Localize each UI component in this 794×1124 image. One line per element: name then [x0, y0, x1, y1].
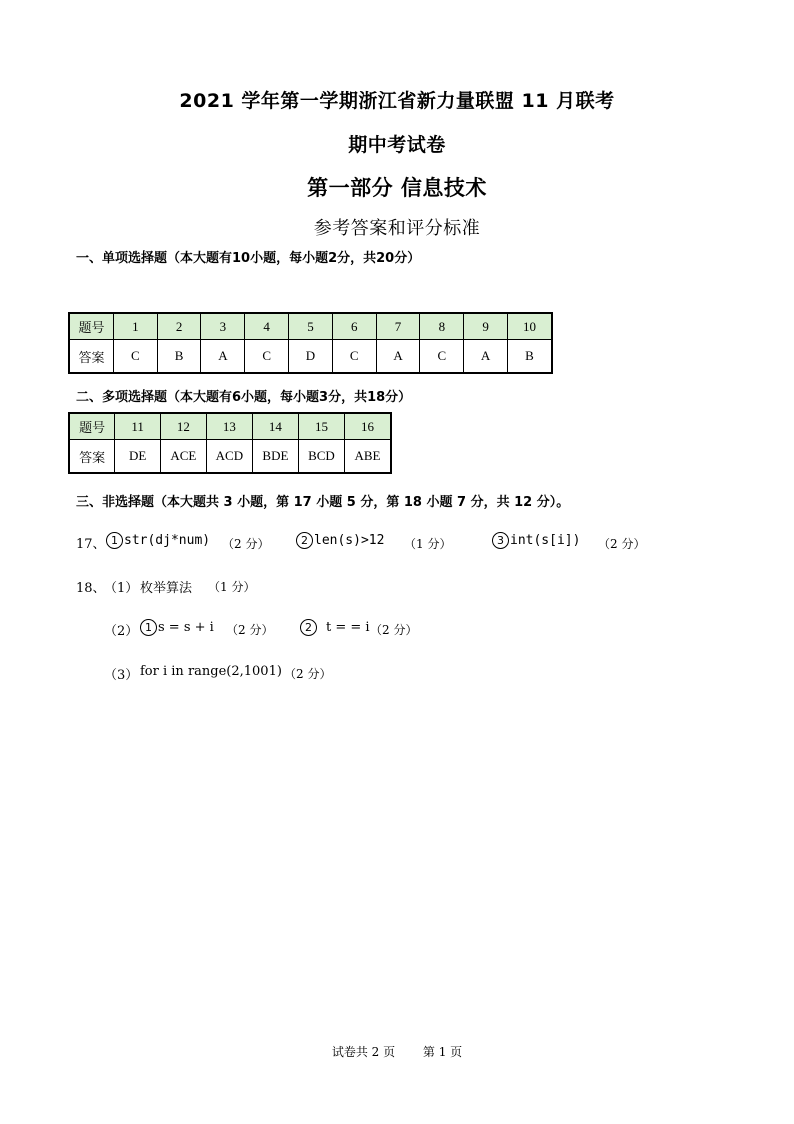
- answer-cell: ABE: [344, 440, 391, 474]
- question-number: 6: [332, 313, 376, 340]
- row-label-question: 题号: [69, 313, 113, 340]
- question-number: 8: [420, 313, 464, 340]
- answer-code: str(dj*num): [124, 533, 211, 548]
- q18-part1-label: （1）: [104, 581, 139, 596]
- q17-number: 17、: [76, 537, 106, 552]
- question-number: 2: [157, 313, 201, 340]
- answer-text: s = s + i: [158, 620, 214, 635]
- q17-answer-1: [106, 532, 210, 549]
- question-number: 1: [113, 313, 157, 340]
- answer-code: int(s[i]): [510, 533, 581, 548]
- answer-cell: C: [420, 340, 464, 374]
- table-row: [69, 340, 552, 374]
- points-label: （2 分）: [284, 667, 332, 681]
- points-label: （2 分）: [598, 537, 646, 551]
- answer-cell: C: [245, 340, 289, 374]
- q17-answer-2: [296, 532, 384, 549]
- table-row: [69, 440, 391, 474]
- q18-part1-answer: 枚举算法: [140, 581, 193, 596]
- question-number: 16: [344, 413, 391, 440]
- question-number: 13: [206, 413, 252, 440]
- section2-heading: 二、多项选择题（本大题有6小题，每小题3分，共18分）: [76, 390, 412, 405]
- answer-cell: C: [113, 340, 157, 374]
- answer-cell: A: [201, 340, 245, 374]
- answer-cell: ACE: [160, 440, 206, 474]
- q17-answer-3: [492, 532, 580, 549]
- section1-answer-table: [68, 312, 553, 374]
- points-label: （2 分）: [370, 623, 418, 637]
- table-row: [69, 313, 552, 340]
- points-label: （1 分）: [208, 580, 256, 594]
- question-number: 3: [201, 313, 245, 340]
- question-number: 4: [245, 313, 289, 340]
- row-label-answer: 答案: [69, 340, 113, 374]
- circled-number: 1: [106, 532, 123, 549]
- total-pages: 试卷共 2 页: [331, 1045, 396, 1059]
- answer-code: len(s)>12: [314, 533, 385, 548]
- question-number: 14: [252, 413, 298, 440]
- question-number: 10: [508, 313, 552, 340]
- answer-text: t = = i: [326, 620, 370, 635]
- answer-cell: BDE: [252, 440, 298, 474]
- question-number: 7: [376, 313, 420, 340]
- q18-part3-label: （3）: [104, 668, 139, 683]
- q18-part2-answer-1: [140, 619, 214, 636]
- q18-part2-label: （2）: [104, 624, 139, 639]
- q18-part3-answer: for i in range(2,1001): [140, 664, 282, 679]
- points-label: （2 分）: [222, 537, 270, 551]
- answer-cell: D: [289, 340, 333, 374]
- page-number: 第 1 页: [422, 1045, 463, 1059]
- section1-heading: 一、单项选择题（本大题有10小题，每小题2分，共20分）: [76, 251, 421, 266]
- answer-cell: B: [157, 340, 201, 374]
- row-label-answer: 答案: [69, 440, 115, 474]
- section3-heading: 三、非选择题（本大题共 3 小题，第 17 小题 5 分，第 18 小题 7 分，共 12 分）。: [76, 495, 570, 510]
- answer-cell: B: [508, 340, 552, 374]
- answer-cell: A: [376, 340, 420, 374]
- section2-answer-table: [68, 412, 392, 474]
- part-title: 第一部分 信息技术: [307, 176, 487, 200]
- exam-subtitle: 期中考试卷: [348, 134, 446, 156]
- q18-part2-answer-2: [300, 619, 370, 636]
- answer-cell: A: [464, 340, 508, 374]
- exam-title: 2021 学年第一学期浙江省新力量联盟 11 月联考: [179, 90, 615, 112]
- row-label-question: 题号: [69, 413, 115, 440]
- question-number: 12: [160, 413, 206, 440]
- circled-number: 2: [300, 619, 317, 636]
- circled-number: 1: [140, 619, 157, 636]
- table-row: [69, 413, 391, 440]
- points-label: （2 分）: [226, 623, 274, 637]
- question-number: 11: [115, 413, 161, 440]
- circled-number: 2: [296, 532, 313, 549]
- question-number: 5: [289, 313, 333, 340]
- answer-cell: ACD: [206, 440, 252, 474]
- points-label: （1 分）: [404, 537, 452, 551]
- question-number: 9: [464, 313, 508, 340]
- circled-number: 3: [492, 532, 509, 549]
- answer-key-title: 参考答案和评分标准: [313, 218, 481, 239]
- page-footer: [0, 1043, 794, 1060]
- q18-number: 18、: [76, 581, 106, 596]
- answer-cell: C: [332, 340, 376, 374]
- answer-cell: DE: [115, 440, 161, 474]
- answer-cell: BCD: [298, 440, 344, 474]
- question-number: 15: [298, 413, 344, 440]
